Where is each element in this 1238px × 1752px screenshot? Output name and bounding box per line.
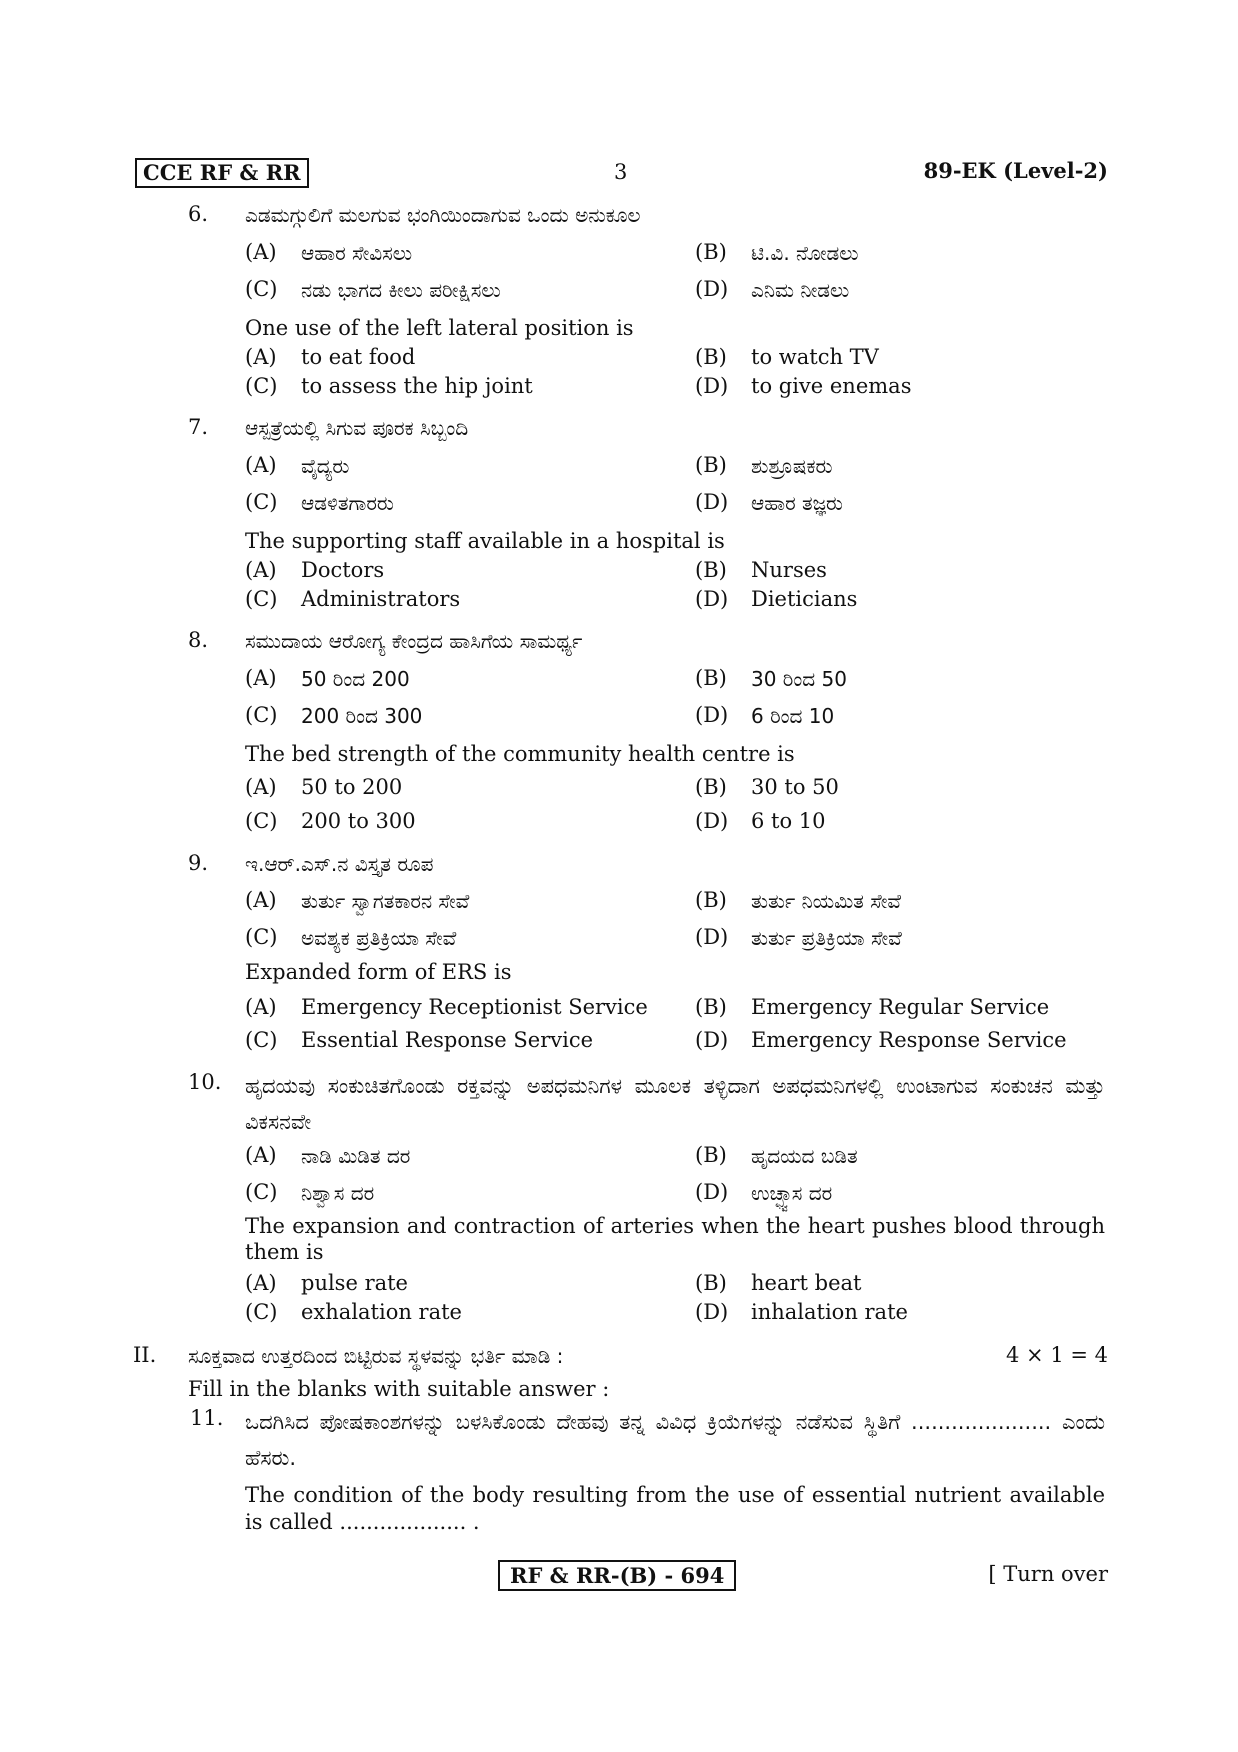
option-label: (D): [695, 1180, 729, 1204]
option-label: (A): [245, 240, 277, 264]
exam-code: 89-EK (Level-2): [923, 158, 1108, 183]
section-heading-english: Fill in the blanks with suitable answer :: [188, 1377, 610, 1401]
option-kannada: ವೈದ್ಯರು: [301, 454, 350, 478]
option-label: (A): [245, 1143, 277, 1167]
option-label: (D): [695, 587, 729, 611]
option-english: Emergency Response Service: [751, 1028, 1067, 1052]
question-number: 8.: [188, 628, 209, 652]
option-label: (C): [245, 277, 278, 301]
option-label: (A): [245, 1271, 277, 1295]
option-english: heart beat: [751, 1271, 862, 1295]
option-label: (B): [695, 666, 727, 690]
question-kannada: ಎಡಮಗ್ಗುಲಿಗೆ ಮಲಗುವ ಭಂಗಿಯಿಂದಾಗುವ ಒಂದು ಅನುಕೂಲ: [245, 203, 641, 227]
option-kannada: ನಾಡಿ ಮಿಡಿತ ದರ: [301, 1144, 411, 1168]
question-kannada: ಒದಗಿಸಿದ ಪೋಷಕಾಂಶಗಳನ್ನು ಬಳಸಿಕೊಂಡು ದೇಹವು ತನ್ನ ವಿವಿಧ ಕ್ರಿಯೆಗಳನ್ನು ನಡೆಸುವ ಸ್ಥಿತಿಗೆ ..................... ಎಂದು ಹೆಸರು.: [245, 1410, 1105, 1470]
section-heading-kannada: ಸೂಕ್ತವಾದ ಉತ್ತರದಿಂದ ಬಿಟ್ಟಿರುವ ಸ್ಥಳವನ್ನು ಭರ್ತಿ ಮಾಡಿ :: [188, 1344, 564, 1368]
option-english: exhalation rate: [301, 1300, 462, 1324]
option-kannada: ತುರ್ತು ನಿಯಮಿತ ಸೇವೆ: [751, 889, 902, 913]
question-number: 6.: [188, 202, 209, 226]
option-kannada: ನಡು ಭಾಗದ ಕೀಲು ಪರೀಕ್ಷಿಸಲು: [301, 278, 501, 302]
question-english: The expansion and contraction of arteries when the heart pushes blood through them is: [245, 1214, 1105, 1264]
option-label: (D): [695, 1028, 729, 1052]
option-label: (C): [245, 1300, 278, 1324]
exam-name-box: CCE RF & RR: [135, 158, 309, 188]
option-english: to give enemas: [751, 374, 912, 398]
option-label: (B): [695, 775, 727, 799]
option-label: (C): [245, 1180, 278, 1204]
option-label: (A): [245, 558, 277, 582]
option-kannada: ಆಹಾರ ತಜ್ಞರು: [751, 491, 843, 515]
option-english: Essential Response Service: [301, 1028, 594, 1052]
question-english: The supporting staff available in a hospital is: [245, 529, 725, 553]
option-label: (B): [695, 1271, 727, 1295]
option-kannada: ತುರ್ತು ಪ್ರತಿಕ್ರಿಯಾ ಸೇವೆ: [751, 926, 902, 950]
option-english: Emergency Receptionist Service: [301, 995, 648, 1019]
section-marks: 4 × 1 = 4: [1006, 1343, 1108, 1367]
option-english: to assess the hip joint: [301, 374, 533, 398]
option-kannada: 200 ರಿಂದ 300: [301, 704, 423, 728]
option-kannada: ಶುಶ್ರೂಷಕರು: [751, 454, 833, 478]
option-label: (A): [245, 453, 277, 477]
option-kannada: 30 ರಿಂದ 50: [751, 667, 847, 691]
option-label: (C): [245, 587, 278, 611]
option-english: Doctors: [301, 558, 385, 582]
option-label: (B): [695, 1143, 727, 1167]
option-label: (A): [245, 888, 277, 912]
option-kannada: 6 ರಿಂದ 10: [751, 704, 835, 728]
option-kannada: ಆಹಾರ ಸೇವಿಸಲು: [301, 241, 413, 265]
option-english: Dieticians: [751, 587, 858, 611]
option-english: 6 to 10: [751, 809, 826, 833]
option-english: Administrators: [301, 587, 461, 611]
option-label: (A): [245, 995, 277, 1019]
question-number: 9.: [188, 851, 209, 875]
option-kannada: ತುರ್ತು ಸ್ವಾಗತಕಾರನ ಸೇವೆ: [301, 889, 470, 913]
option-label: (A): [245, 345, 277, 369]
option-kannada: 50 ರಿಂದ 200: [301, 667, 410, 691]
question-kannada: ಇ.ಆರ್.ಎಸ್.ನ ವಿಸ್ತೃತ ರೂಪ: [245, 852, 434, 876]
question-english: The bed strength of the community health centre is: [245, 742, 795, 766]
option-label: (B): [695, 888, 727, 912]
turn-over-note: [ Turn over: [988, 1562, 1108, 1586]
option-label: (D): [695, 374, 729, 398]
option-english: Nurses: [751, 558, 827, 582]
option-kannada: ಹೃದಯದ ಬಡಿತ: [751, 1144, 858, 1168]
option-label: (D): [695, 925, 729, 949]
option-label: (C): [245, 925, 278, 949]
option-label: (D): [695, 809, 729, 833]
question-english: One use of the left lateral position is: [245, 316, 634, 340]
option-english: 50 to 200: [301, 775, 403, 799]
option-kannada: ಉಚ್ಛ್ವಾಸ ದರ: [751, 1181, 833, 1205]
option-label: (C): [245, 809, 278, 833]
option-english: to watch TV: [751, 345, 879, 369]
option-label: (C): [245, 1028, 278, 1052]
question-number: 11.: [190, 1406, 224, 1430]
option-label: (A): [245, 666, 277, 690]
option-label: (C): [245, 374, 278, 398]
question-english: The condition of the body resulting from the use of essential nutrient available is called ................... .: [245, 1483, 1105, 1534]
option-label: (A): [245, 775, 277, 799]
option-english: Emergency Regular Service: [751, 995, 1050, 1019]
question-number: 10.: [188, 1070, 222, 1094]
option-english: pulse rate: [301, 1271, 408, 1295]
option-label: (D): [695, 1300, 729, 1324]
question-number: 7.: [188, 415, 209, 439]
question-english: Expanded form of ERS is: [245, 960, 512, 984]
option-label: (D): [695, 703, 729, 727]
question-kannada: ಆಸ್ಪತ್ರೆಯಲ್ಲಿ ಸಿಗುವ ಪೂರಕ ಸಿಬ್ಬಂದಿ: [245, 416, 469, 440]
option-label: (B): [695, 558, 727, 582]
question-kannada: ಸಮುದಾಯ ಆರೋಗ್ಯ ಕೇಂದ್ರದ ಹಾಸಿಗೆಯ ಸಾಮರ್ಥ್ಯ: [245, 629, 583, 653]
option-label: (B): [695, 453, 727, 477]
option-label: (B): [695, 345, 727, 369]
option-kannada: ಆಡಳಿತಗಾರರು: [301, 491, 394, 515]
option-label: (B): [695, 995, 727, 1019]
option-label: (D): [695, 277, 729, 301]
paper-code-box: RF & RR-(B) - 694: [498, 1560, 736, 1591]
page-number: 3: [614, 160, 628, 184]
option-label: (C): [245, 703, 278, 727]
option-label: (C): [245, 490, 278, 514]
option-english: 200 to 300: [301, 809, 416, 833]
option-english: to eat food: [301, 345, 416, 369]
option-label: (B): [695, 240, 727, 264]
option-english: inhalation rate: [751, 1300, 908, 1324]
section-number: II.: [133, 1343, 157, 1367]
option-label: (D): [695, 490, 729, 514]
option-kannada: ಎನಿಮ ನೀಡಲು: [751, 278, 850, 302]
option-english: 30 to 50: [751, 775, 839, 799]
option-kannada: ಟಿ.ವಿ. ನೋಡಲು: [751, 241, 859, 265]
question-kannada: ಹೃದಯವು ಸಂಕುಚಿತಗೊಂಡು ರಕ್ತವನ್ನು ಅಪಧಮನಿಗಳ ಮೂಲಕ ತಳ್ಳಿದಾಗ ಅಪಧಮನಿಗಳಲ್ಲಿ ಉಂಟಾಗುವ ಸಂಕುಚನ ಮತ್ತು ವಿಕಸನವೇ: [245, 1074, 1105, 1134]
option-kannada: ಅವಶ್ಯಕ ಪ್ರತಿಕ್ರಿಯಾ ಸೇವೆ: [301, 926, 457, 950]
option-kannada: ನಿಶ್ವಾಸ ದರ: [301, 1181, 375, 1205]
